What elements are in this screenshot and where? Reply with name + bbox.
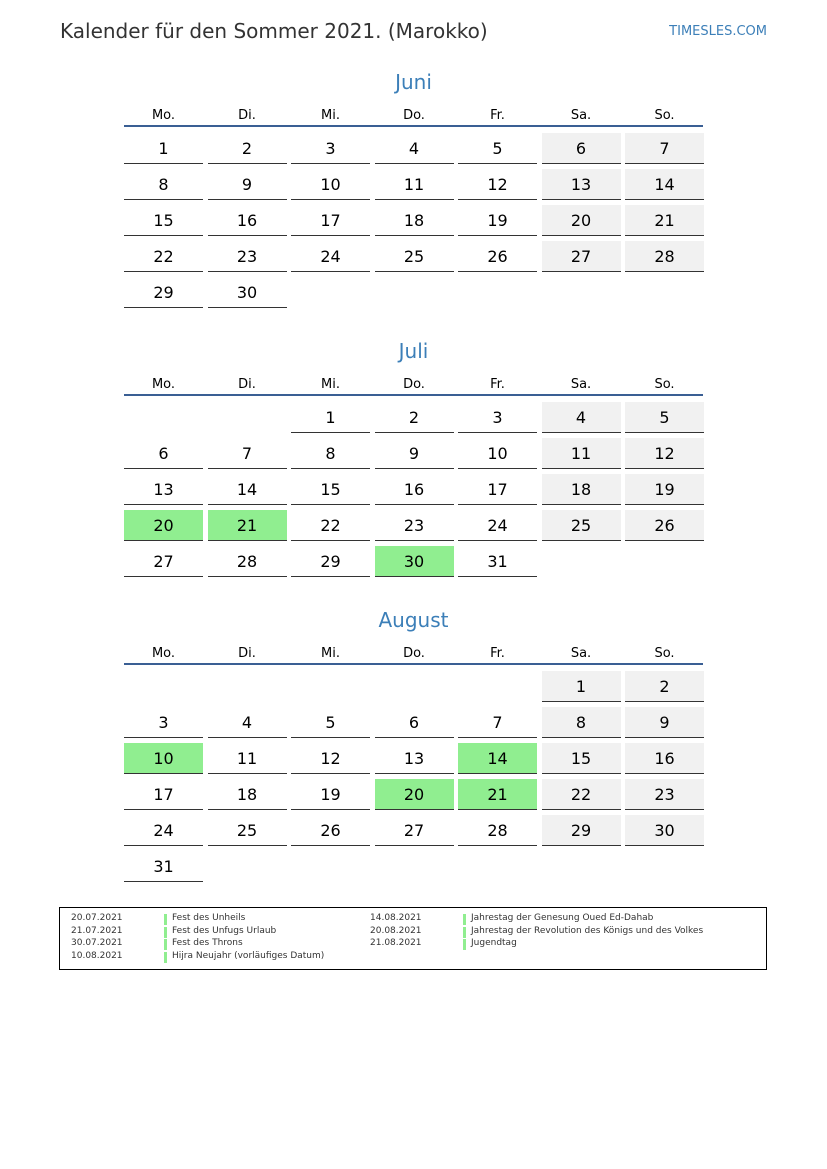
day-cell: 25: [375, 241, 454, 272]
day-cell: 24: [124, 815, 203, 846]
day-cell: 8: [124, 169, 203, 200]
holiday-color-marker: [463, 939, 466, 950]
page-title: Kalender für den Sommer 2021. (Marokko): [60, 19, 488, 43]
weekday-label: Do.: [403, 646, 425, 661]
weekday-label: Fr.: [490, 377, 505, 392]
holiday-day-cell: 14: [458, 743, 537, 774]
legend-holiday-name: Fest des Unheils: [172, 913, 246, 923]
holiday-color-marker: [164, 952, 167, 963]
legend-date: 10.08.2021: [71, 951, 123, 962]
day-cell: 3: [291, 133, 370, 164]
weekday-label: So.: [654, 108, 675, 123]
day-cell: 9: [375, 438, 454, 469]
day-cell: 13: [375, 743, 454, 774]
day-cell: 28: [458, 815, 537, 846]
legend-date: 21.08.2021: [370, 938, 422, 949]
day-cell: 27: [542, 241, 621, 272]
holiday-legend: [59, 907, 767, 970]
day-cell: 19: [625, 474, 704, 505]
day-cell: 5: [625, 402, 704, 433]
day-cell: 2: [208, 133, 287, 164]
day-cell: 30: [208, 277, 287, 308]
day-cell: 11: [542, 438, 621, 469]
day-cell: 13: [542, 169, 621, 200]
day-cell: 17: [124, 779, 203, 810]
day-cell: 20: [542, 205, 621, 236]
day-cell: 22: [542, 779, 621, 810]
day-cell: 27: [375, 815, 454, 846]
legend-holiday-name: Hijra Neujahr (vorläufiges Datum): [172, 951, 325, 962]
header-divider: [124, 394, 703, 396]
day-cell: 18: [375, 205, 454, 236]
day-cell: 23: [625, 779, 704, 810]
day-cell: 6: [124, 438, 203, 469]
holiday-day-cell: 30: [375, 546, 454, 577]
weekday-label: Di.: [238, 377, 256, 392]
day-cell: 10: [458, 438, 537, 469]
day-cell: 11: [375, 169, 454, 200]
day-cell: 18: [208, 779, 287, 810]
legend-date: 20.08.2021: [370, 925, 422, 936]
holiday-day-cell: 20: [375, 779, 454, 810]
day-cell: 31: [124, 851, 203, 882]
day-cell: 29: [291, 546, 370, 577]
weekday-label: Do.: [403, 108, 425, 123]
day-cell: 5: [291, 707, 370, 738]
holiday-color-marker: [463, 927, 466, 938]
day-cell: 15: [542, 743, 621, 774]
day-cell: 7: [458, 707, 537, 738]
day-cell: 17: [291, 205, 370, 236]
weekday-label: So.: [654, 646, 675, 661]
day-cell: 29: [542, 815, 621, 846]
day-cell: 27: [124, 546, 203, 577]
day-cell: 6: [375, 707, 454, 738]
day-cell: 28: [625, 241, 704, 272]
day-cell: 15: [291, 474, 370, 505]
day-cell: 6: [542, 133, 621, 164]
month-title: August: [378, 608, 449, 632]
day-cell: 26: [458, 241, 537, 272]
weekday-label: Mo.: [151, 377, 176, 392]
legend-holiday-name: Fest des Throns: [172, 938, 243, 949]
day-cell: 22: [291, 510, 370, 541]
day-cell: 1: [124, 133, 203, 164]
day-cell: 19: [458, 205, 537, 236]
month-title: Juli: [398, 339, 429, 363]
holiday-color-marker: [164, 927, 167, 938]
legend-date: 30.07.2021: [71, 938, 123, 949]
day-cell: 5: [458, 133, 537, 164]
day-cell: 26: [291, 815, 370, 846]
weekday-label: Sa.: [570, 108, 592, 123]
day-cell: 14: [208, 474, 287, 505]
day-cell: 12: [291, 743, 370, 774]
weekday-label: Mi.: [321, 377, 340, 392]
legend-date: 20.07.2021: [71, 913, 123, 923]
day-cell: 23: [375, 510, 454, 541]
legend-date: 21.07.2021: [71, 925, 123, 936]
legend-holiday-name: Jahrestag der Genesung Oued Ed-Dahab: [471, 913, 654, 923]
legend-holiday-name: Fest des Unfugs Urlaub: [172, 925, 277, 936]
weekday-label: Fr.: [490, 108, 505, 123]
header-divider: [124, 663, 703, 665]
day-cell: 18: [542, 474, 621, 505]
header-divider: [124, 125, 703, 127]
day-cell: 23: [208, 241, 287, 272]
weekday-label: Mi.: [321, 646, 340, 661]
holiday-color-marker: [164, 939, 167, 950]
day-cell: 28: [208, 546, 287, 577]
weekday-label: Di.: [238, 646, 256, 661]
day-cell: 24: [291, 241, 370, 272]
legend-date: 14.08.2021: [370, 913, 422, 923]
day-cell: 9: [208, 169, 287, 200]
holiday-day-cell: 10: [124, 743, 203, 774]
weekday-label: So.: [654, 377, 675, 392]
day-cell: 25: [208, 815, 287, 846]
holiday-day-cell: 21: [208, 510, 287, 541]
day-cell: 8: [542, 707, 621, 738]
legend-holiday-name: Jugendtag: [471, 938, 517, 949]
day-cell: 21: [625, 205, 704, 236]
month-title: Juni: [395, 70, 432, 94]
day-cell: 7: [208, 438, 287, 469]
day-cell: 9: [625, 707, 704, 738]
day-cell: 8: [291, 438, 370, 469]
weekday-label: Sa.: [570, 646, 592, 661]
day-cell: 3: [458, 402, 537, 433]
weekday-label: Fr.: [490, 646, 505, 661]
legend-holiday-name: Jahrestag der Revolution des Königs und des Volkes: [471, 925, 704, 936]
weekday-label: Do.: [403, 377, 425, 392]
day-cell: 24: [458, 510, 537, 541]
day-cell: 15: [124, 205, 203, 236]
day-cell: 31: [458, 546, 537, 577]
day-cell: 22: [124, 241, 203, 272]
day-cell: 4: [375, 133, 454, 164]
day-cell: 2: [625, 671, 704, 702]
day-cell: 1: [542, 671, 621, 702]
day-cell: 29: [124, 277, 203, 308]
day-cell: 17: [458, 474, 537, 505]
holiday-color-marker: [164, 914, 167, 925]
day-cell: 2: [375, 402, 454, 433]
holiday-day-cell: 20: [124, 510, 203, 541]
day-cell: 10: [291, 169, 370, 200]
day-cell: 4: [542, 402, 621, 433]
day-cell: 25: [542, 510, 621, 541]
day-cell: 16: [208, 205, 287, 236]
weekday-label: Di.: [238, 108, 256, 123]
day-cell: 12: [458, 169, 537, 200]
day-cell: 19: [291, 779, 370, 810]
day-cell: 16: [375, 474, 454, 505]
day-cell: 7: [625, 133, 704, 164]
weekday-label: Sa.: [570, 377, 592, 392]
day-cell: 13: [124, 474, 203, 505]
day-cell: 4: [208, 707, 287, 738]
day-cell: 30: [625, 815, 704, 846]
site-link[interactable]: TIMESLES.COM: [669, 24, 767, 39]
weekday-label: Mi.: [321, 108, 340, 123]
day-cell: 26: [625, 510, 704, 541]
day-cell: 14: [625, 169, 704, 200]
day-cell: 16: [625, 743, 704, 774]
day-cell: 1: [291, 402, 370, 433]
day-cell: 3: [124, 707, 203, 738]
weekday-label: Mo.: [151, 108, 176, 123]
weekday-label: Mo.: [151, 646, 176, 661]
holiday-day-cell: 21: [458, 779, 537, 810]
day-cell: 12: [625, 438, 704, 469]
holiday-color-marker: [463, 914, 466, 925]
day-cell: 11: [208, 743, 287, 774]
